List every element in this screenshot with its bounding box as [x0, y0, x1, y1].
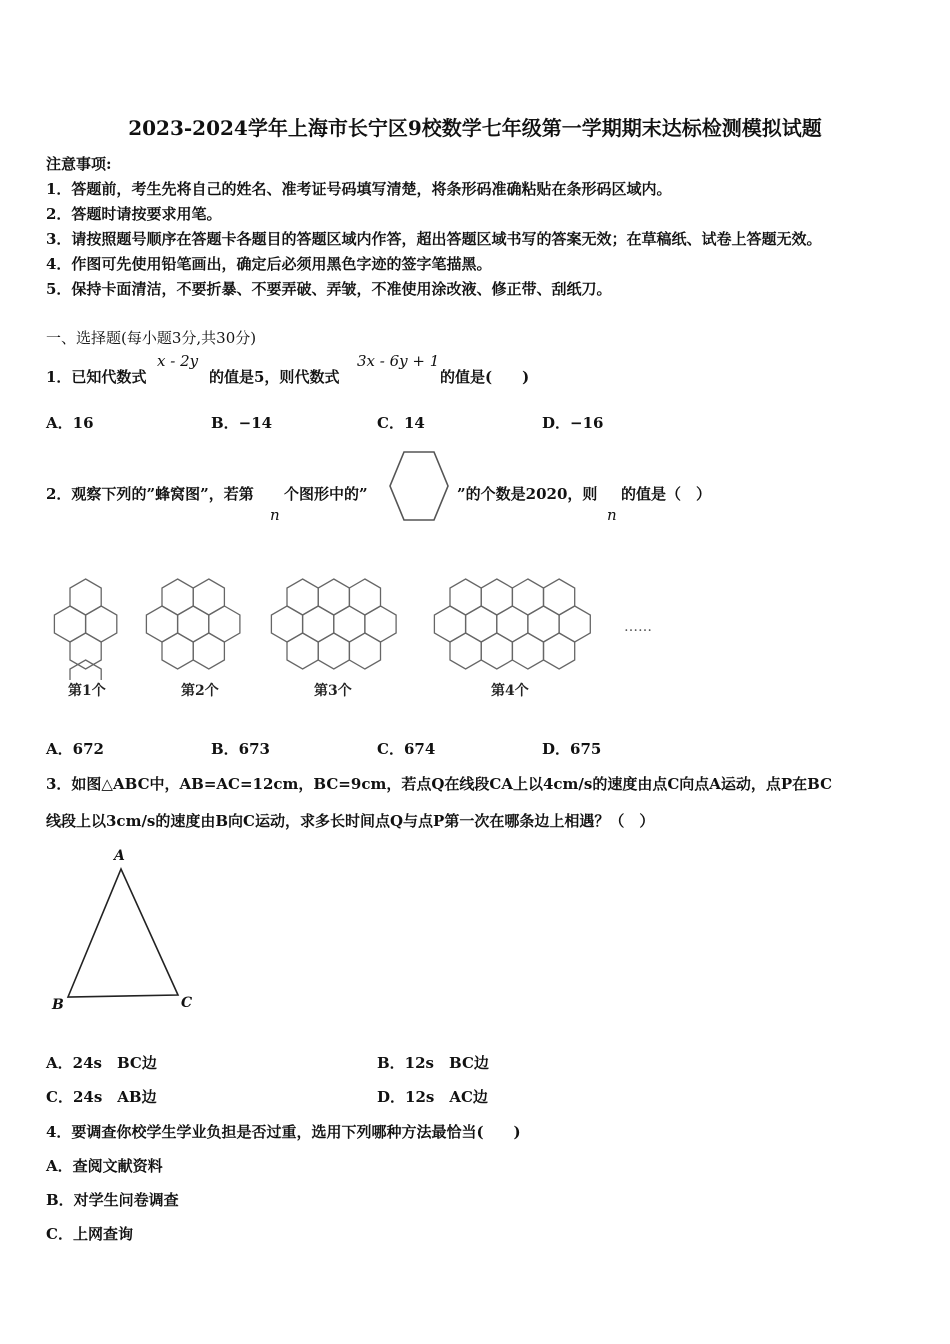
q2-option-d: D．675 [542, 740, 602, 758]
honeycomb-4-cell [528, 606, 559, 642]
honeycomb-2-cell [193, 579, 224, 615]
honeycomb-4-cell [544, 633, 575, 669]
honeycomb-4-cell [512, 633, 543, 669]
honeycomb-4-cell [559, 606, 590, 642]
honeycomb-3-cell [318, 579, 349, 615]
notice-item-4: 4．作图可先使用铅笔画出，确定后必须用黑色字迹的签字笔描黑。 [46, 255, 492, 273]
honeycomb-1-cell [54, 606, 85, 642]
honeycomb-2-cell [162, 579, 193, 615]
q2-var-n-1: n [270, 506, 280, 524]
q1-option-a: A．16 [46, 414, 94, 432]
q1-expr1: x - 2y [157, 352, 199, 370]
honeycomb-4-cell [481, 579, 512, 615]
q1-option-c: C．14 [377, 414, 425, 432]
honeycomb-2-cell [146, 606, 177, 642]
honeycomb-4-cell [544, 579, 575, 615]
q1-option-d: D．−16 [542, 414, 604, 432]
vertex-b-label: B [52, 997, 64, 1013]
honeycomb-2-cell [162, 633, 193, 669]
q1-prefix: 1．已知代数式 [46, 368, 147, 386]
q2-part1: 2．观察下列的”蜂窝图”，若第 [46, 485, 254, 503]
q1-suffix: 的值是( ) [440, 368, 530, 386]
honeycomb-4-cell [512, 579, 543, 615]
honeycomb-3-cell [349, 579, 380, 615]
q3-option-b: B．12s BC边 [377, 1054, 489, 1072]
honeycomb-3-cell [318, 633, 349, 669]
q3-option-c: C．24s AB边 [46, 1088, 157, 1106]
q1-option-b: B．−14 [211, 414, 273, 432]
honeycomb-4-cell [481, 633, 512, 669]
triangle-figure [60, 865, 190, 1005]
q2-option-a: A．672 [46, 740, 104, 758]
honeycomb-4-cell [497, 606, 528, 642]
honeycomb-3-cell [271, 606, 302, 642]
q2-part2: 个图形中的” [284, 485, 368, 503]
figure-label-4: 第4个 [491, 683, 529, 699]
q3-line1: 3．如图△ABC中，AB=AC=12cm，BC=9cm，若点Q在线段CA上以4cm/s的速度由点C向点A运动，点P在BC [46, 775, 833, 793]
q2-part4: 的值是（ ） [621, 485, 712, 503]
honeycomb-3-cell [334, 606, 365, 642]
honeycomb-4-cell [434, 606, 465, 642]
honeycomb-3-cell [349, 633, 380, 669]
honeycomb-1-cell [70, 579, 101, 615]
q2-option-b: B．673 [211, 740, 270, 758]
honeycomb-2-cell [193, 633, 224, 669]
q2-part3: ”的个数是2020，则 [457, 485, 598, 503]
notice-item-2: 2．答题时请按要求用笔。 [46, 205, 222, 223]
q3-option-a: A．24s BC边 [46, 1054, 157, 1072]
honeycomb-4-cell [450, 633, 481, 669]
honeycomb-1-cell [86, 606, 117, 642]
honeycomb-2-cell [209, 606, 240, 642]
page-title: 2023-2024学年上海市长宁区9校数学七年级第一学期期末达标检测模拟试题 [128, 116, 822, 140]
figure-label-3: 第3个 [314, 683, 352, 699]
q3-line2: 线段上以3cm/s的速度由B向C运动，求多长时间点Q与点P第一次在哪条边上相遇？（ ） [46, 812, 655, 830]
section-heading: 一、选择题(每小题3分,共30分) [46, 329, 257, 347]
honeycomb-2-cell [178, 606, 209, 642]
q1-expr2: 3x - 6y + 1 [357, 352, 440, 370]
hexagon-icon [384, 448, 454, 524]
vertex-a-label: A [114, 848, 125, 864]
q4-option-b: B．对学生问卷调查 [46, 1191, 179, 1209]
q4-stem: 4．要调查你校学生学业负担是否过重，选用下列哪种方法最恰当( ) [46, 1123, 521, 1141]
figure-label-2: 第2个 [181, 683, 219, 699]
honeycomb-figure [40, 565, 680, 680]
q4-option-a: A．查阅文献资料 [46, 1157, 163, 1175]
notice-item-5: 5．保持卡面清洁，不要折暴、不要弄破、弄皱，不准使用涂改液、修正带、刮纸刀。 [46, 280, 612, 298]
honeycomb-3-cell [303, 606, 334, 642]
q3-option-d: D．12s AC边 [377, 1088, 488, 1106]
honeycomb-4-cell [466, 606, 497, 642]
q4-option-c: C．上网查询 [46, 1225, 133, 1243]
notice-item-3: 3．请按照题号顺序在答题卡各题目的答题区域内作答，超出答题区域书写的答案无效；在草稿纸、试卷上答题无效。 [46, 230, 822, 248]
q1-middle: 的值是5，则代数式 [209, 368, 340, 386]
q2-option-c: C．674 [377, 740, 436, 758]
honeycomb-3-cell [287, 579, 318, 615]
notice-item-1: 1．答题前，考生先将自己的姓名、准考证号码填写清楚，将条形码准确粘贴在条形码区域内。 [46, 180, 672, 198]
honeycomb-3-cell [287, 633, 318, 669]
q2-var-n-2: n [607, 506, 617, 524]
honeycomb-3-cell [365, 606, 396, 642]
figure-label-1: 第1个 [68, 683, 106, 699]
honeycomb-1-cell [70, 633, 101, 669]
vertex-c-label: C [181, 995, 193, 1011]
honeycomb-4-cell [450, 579, 481, 615]
notice-heading: 注意事项: [46, 155, 112, 173]
figure-ellipsis: …… [624, 619, 652, 635]
